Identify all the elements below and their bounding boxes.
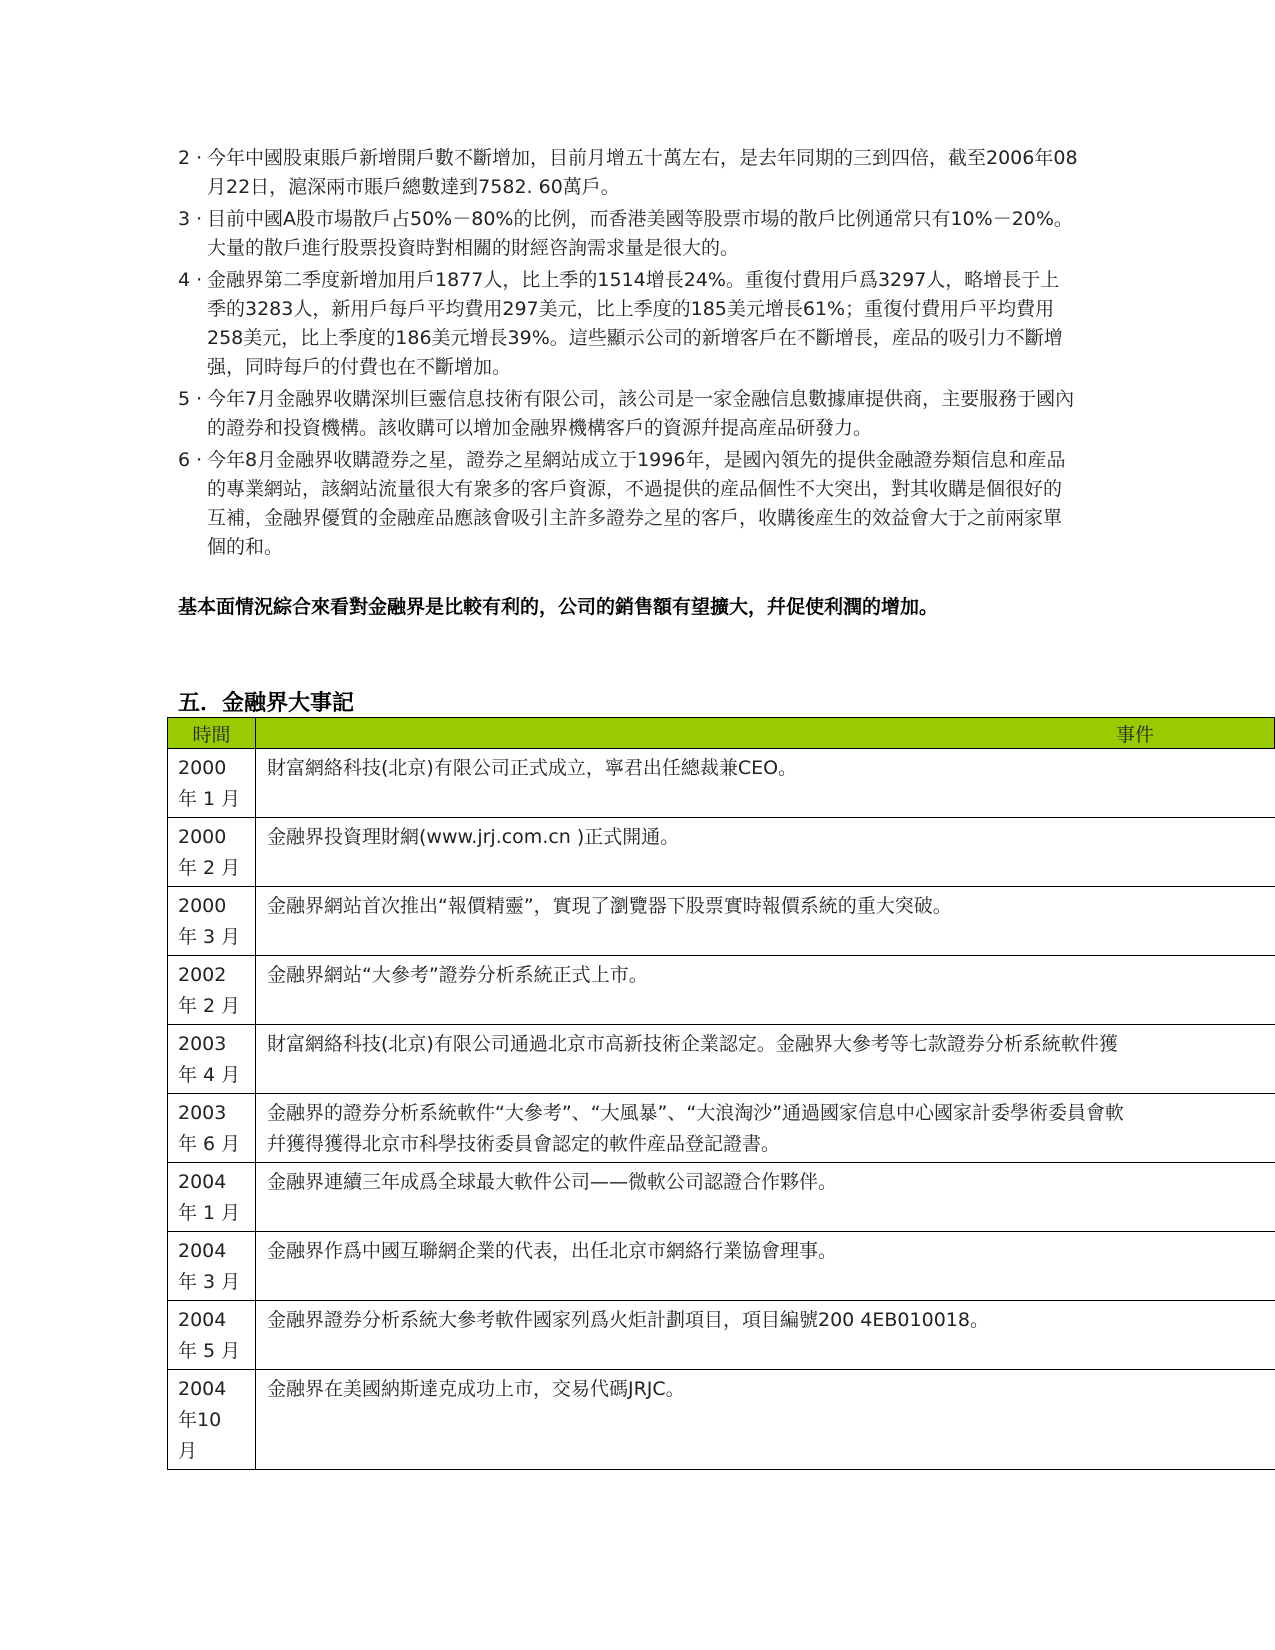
event-description: 金融界連續三年成爲全球最大軟件公司——微軟公司認證合作夥伴。 bbox=[256, 1163, 1275, 1232]
list-item bbox=[178, 144, 1078, 202]
table-row bbox=[168, 956, 1275, 1025]
list-item-text: 今年7月金融界收購深圳巨靈信息技術有限公司，該公司是一家金融信息數據庫提供商，主要服務于國內的證券和投資機構。該收購可以增加金融界機構客戶的資源幷提高産品研發力。 bbox=[207, 388, 1075, 439]
events-table bbox=[167, 717, 1275, 1470]
table-row bbox=[168, 1163, 1275, 1232]
table-header-row bbox=[168, 718, 1275, 749]
list-item-text: 今年中國股東賬戶新增開戶數不斷增加，目前月增五十萬左右，是去年同期的三到四倍，截至2006年08月22日，滬深兩市賬戶總數達到7582. 60萬戶。 bbox=[207, 147, 1078, 198]
table-row bbox=[168, 1232, 1275, 1301]
list-item bbox=[178, 205, 1078, 263]
event-date: 2004 年 3 月 bbox=[168, 1232, 256, 1301]
event-date: 2000 年 1 月 bbox=[168, 749, 256, 818]
event-description: 金融界投資理財網(www.jrj.com.cn )正式開通。 bbox=[256, 818, 1275, 887]
list-item-number: 6 · bbox=[178, 449, 203, 471]
event-description: 金融界網站“大參考”證券分析系統正式上市。 bbox=[256, 956, 1275, 1025]
event-date: 2004 年 1 月 bbox=[168, 1163, 256, 1232]
event-description: 金融界作爲中國互聯網企業的代表，出任北京市網絡行業協會理事。 bbox=[256, 1232, 1275, 1301]
table-row bbox=[168, 818, 1275, 887]
header-event: 事件 bbox=[256, 718, 1275, 749]
event-date: 2000 年 3 月 bbox=[168, 887, 256, 956]
event-date: 2000 年 2 月 bbox=[168, 818, 256, 887]
event-description: 財富網絡科技(北京)有限公司正式成立，寧君出任總裁兼CEO。 bbox=[256, 749, 1275, 818]
list-item-number: 3 · bbox=[178, 208, 203, 230]
list-item-number: 5 · bbox=[178, 388, 203, 410]
table-row bbox=[168, 1301, 1275, 1370]
list-item bbox=[178, 446, 1078, 562]
table-row bbox=[168, 887, 1275, 956]
list-item bbox=[178, 385, 1078, 443]
list-item-number: 2 · bbox=[178, 147, 203, 169]
numbered-list bbox=[178, 144, 1078, 565]
header-time: 時間 bbox=[168, 718, 256, 749]
section-heading: 五．金融界大事記 bbox=[178, 691, 355, 716]
event-date: 2004 年10 月 bbox=[168, 1370, 256, 1470]
event-date: 2003 年 6 月 bbox=[168, 1094, 256, 1163]
summary-paragraph: 基本面情況綜合來看對金融界是比較有利的，公司的銷售額有望擴大，幷促使利潤的增加。 bbox=[178, 596, 939, 618]
event-description: 金融界網站首次推出“報價精靈”，實現了瀏覽器下股票實時報價系統的重大突破。 bbox=[256, 887, 1275, 956]
event-date: 2004 年 5 月 bbox=[168, 1301, 256, 1370]
table-row bbox=[168, 749, 1275, 818]
event-description: 金融界證券分析系統大參考軟件國家列爲火炬計劃項目，項目編號200 4EB010018。 bbox=[256, 1301, 1275, 1370]
list-item-text: 金融界第二季度新增加用戶1877人，比上季的1514增長24%。重復付費用戶爲3297人，略增長于上季的3283人，新用戶每戶平均費用297美元，比上季度的185美元增長61%；重復付費用戶平均費用258美元，比上季度的186美元增長39%。這些顯示公司的新增客戶在不斷增長，産品的吸引力不斷增强，同時每戶的付費也在不斷增加。 bbox=[207, 269, 1063, 378]
event-description: 金融界在美國納斯達克成功上市，交易代碼JRJC。 bbox=[256, 1370, 1275, 1470]
event-date: 2002 年 2 月 bbox=[168, 956, 256, 1025]
list-item-number: 4 · bbox=[178, 269, 203, 291]
table-row bbox=[168, 1025, 1275, 1094]
event-description: 財富網絡科技(北京)有限公司通過北京市高新技術企業認定。金融界大參考等七款證券分析系統軟件獲 bbox=[256, 1025, 1275, 1094]
list-item-text: 目前中國A股市場散戶占50%－80%的比例，而香港美國等股票市場的散戶比例通常只有10%－20%。大量的散戶進行股票投資時對相關的財經咨詢需求量是很大的。 bbox=[207, 208, 1073, 259]
list-item-text: 今年8月金融界收購證券之星，證券之星網站成立于1996年，是國內領先的提供金融證券類信息和産品的專業網站，該網站流量很大有衆多的客戶資源，不過提供的産品個性不大突出，對其收購是個很好的互補，金融界優質的金融産品應該會吸引主許多證券之星的客戶，收購後産生的效益會大于之前兩家單個的和。 bbox=[207, 449, 1066, 558]
event-description: 金融界的證券分析系統軟件“大參考”、“大風暴”、“大浪淘沙”通過國家信息中心國家計委學術委員會軟 幷獲得獲得北京市科學技術委員會認定的軟件産品登記證書。 bbox=[256, 1094, 1275, 1163]
list-item bbox=[178, 266, 1078, 382]
table-row bbox=[168, 1094, 1275, 1163]
table-row bbox=[168, 1370, 1275, 1470]
event-date: 2003 年 4 月 bbox=[168, 1025, 256, 1094]
